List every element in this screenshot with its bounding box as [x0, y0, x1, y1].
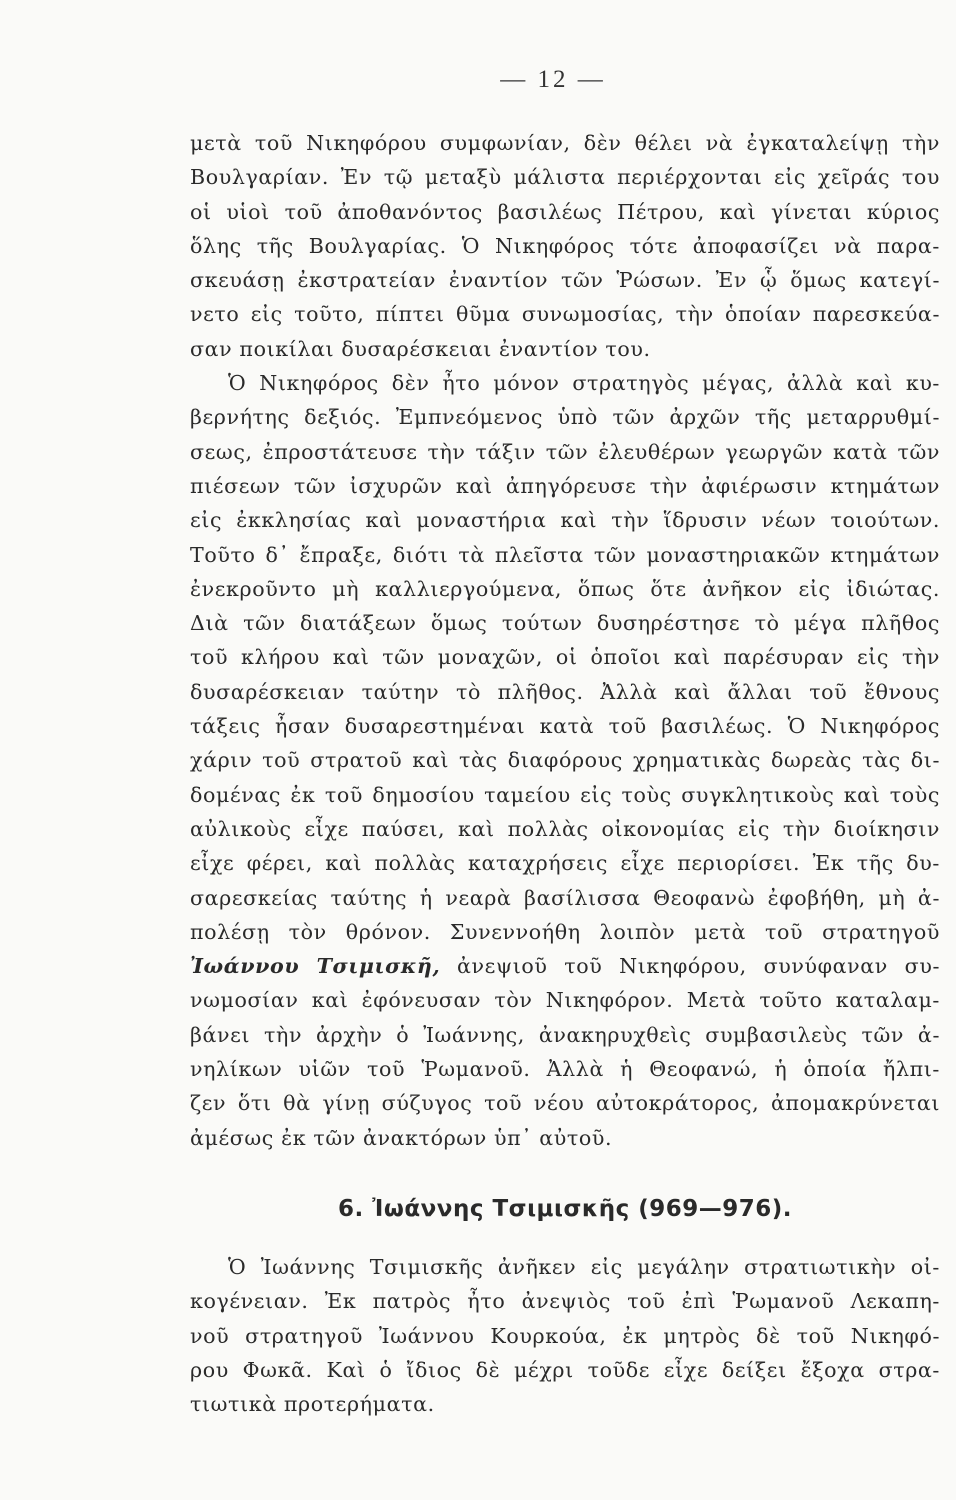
text-line: βερνήτης δεξιός. Ἐμπνεόμενος ὑπὸ τῶν ἀρχῶν τῆς μεταρρυθμί-	[190, 405, 940, 430]
text-line	[190, 949, 940, 983]
text-line: τοῦ κλήρου καὶ τῶν μοναχῶν, οἱ ὁποῖοι καὶ παρέσυραν εἰς τὴν	[190, 645, 940, 670]
text-line: μετὰ τοῦ Νικηφόρου συμφωνίαν, δὲν θέλει νὰ ἐγκαταλείψῃ τὴν	[190, 131, 940, 155]
text-line: σαν ποικίλαι δυσαρέσκειαι ἐναντίον του.	[190, 336, 651, 361]
text-line: Τοῦτο δ᾽ ἔπραξε, διότι τὰ πλεῖστα τῶν μοναστηριακῶν κτημάτων	[190, 542, 940, 567]
text-line: δομένας ἐκ τοῦ δημοσίου ταμείου εἰς τοὺς συγκλητικοὺς καὶ τοὺς	[190, 782, 940, 807]
text-line: Ὁ Νικηφόρος δὲν ἦτο μόνον στρατηγὸς μέγας, ἀλλὰ καὶ κυ-	[228, 371, 940, 396]
page-number: — 12 —	[500, 66, 606, 93]
text-line: πολέσῃ τὸν θρόνον. Συνεννοήθη λοιπὸν μετὰ τοῦ στρατηγοῦ	[190, 919, 940, 944]
text-line: χάριν τοῦ στρατοῦ καὶ τὰς διαφόρους χρηματικὰς δωρεὰς τὰς δι-	[190, 748, 940, 773]
text-line: νωμοσίαν καὶ ἐφόνευσαν τὸν Νικηφόρον. Μετὰ τοῦτο καταλαμ-	[190, 988, 940, 1013]
text-line: τιωτικὰ προτερήματα.	[190, 1392, 435, 1417]
text-line: ἀμέσως ἐκ τῶν ἀνακτόρων ὑπ᾽ αὐτοῦ.	[190, 1125, 613, 1150]
text-line: εἰς ἐκκλησίας καὶ μοναστήρια καὶ τὴν ἵδρυσιν νέων τοιούτων.	[190, 508, 940, 533]
text-line: σεως, ἐπροστάτευσε τὴν τάξιν τῶν ἐλευθέρων γεωργῶν κατὰ τῶν	[190, 439, 940, 464]
text-line: Διὰ τῶν διατάξεων ὅμως τούτων δυσηρέστησε τὸ μέγα πλῆθος	[190, 611, 940, 636]
text-line: πιέσεων τῶν ἰσχυρῶν καὶ ἀπηγόρευσε τὴν ἀφιέρωσιν κτημάτων	[190, 473, 940, 498]
text-line: κογένειαν. Ἐκ πατρὸς ἦτο ἀνεψιὸς τοῦ ἐπὶ Ῥωμανοῦ Λεκαπη-	[190, 1289, 940, 1314]
text-line: βάνει τὴν ἀρχὴν ὁ Ἰωάννης, ἀνακηρυχθεὶς συμβασιλεὺς τῶν ἀ-	[190, 1022, 940, 1047]
text-line: ἐνεκροῦντο μὴ καλλιεργούμενα, ὅπως ὅτε ἀνῆκον εἰς ἰδιώτας.	[190, 576, 940, 601]
text-line: εἶχε φέρει, καὶ πολλὰς καταχρήσεις εἶχε περιορίσει. Ἐκ τῆς δυ-	[190, 851, 940, 876]
text-line: δυσαρέσκειαν ταύτην τὸ πλῆθος. Ἀλλὰ καὶ ἄλλαι τοῦ ἔθνους	[190, 679, 940, 704]
text-line: οἱ υἱοὶ τοῦ ἀποθανόντος βασιλέως Πέτρου, καὶ γίνεται κύριος	[190, 199, 940, 224]
text-line-rest: ἀνεψιοῦ τοῦ Νικηφόρου, συνύφαναν συ-	[440, 954, 940, 979]
section-heading: 6. Ἰωάννης Τσιμισκῆς (969—976).	[337, 1196, 792, 1222]
section-text	[190, 1250, 940, 1421]
text-line: αὐλικοὺς εἶχε παύσει, καὶ πολλὰς οἰκονομίας εἰς τὴν διοίκησιν	[190, 816, 940, 841]
main-text	[190, 126, 940, 1155]
text-line: νηλίκων υἱῶν τοῦ Ῥωμανοῦ. Ἀλλὰ ἡ Θεοφανώ, ἡ ὁποία ἤλπι-	[190, 1057, 940, 1082]
text-line: Ὁ Ἰωάννης Τσιμισκῆς ἀνῆκεν εἰς μεγάλην στρατιωτικὴν οἰ-	[228, 1255, 940, 1279]
text-line: Βουλγαρίαν. Ἐν τῷ μεταξὺ μάλιστα περιέρχονται εἰς χεῖράς του	[190, 165, 940, 190]
text-line: σαρεσκείας ταύτης ἡ νεαρὰ βασίλισσα Θεοφανὼ ἐφοβήθη, μὴ ἀ-	[190, 885, 940, 910]
text-line: ζεν ὅτι θὰ γίνῃ σύζυγος τοῦ νέου αὐτοκράτορος, ἀπομακρύνεται	[190, 1091, 940, 1116]
text-line: τάξεις ἦσαν δυσαρεστημέναι κατὰ τοῦ βασιλέως. Ὁ Νικηφόρος	[190, 714, 940, 739]
text-line: ὅλης τῆς Βουλγαρίας. Ὁ Νικηφόρος τότε ἀποφασίζει νὰ παρα-	[190, 233, 940, 258]
text-line: ρου Φωκᾶ. Καὶ ὁ ἴδιος δὲ μέχρι τοῦδε εἶχε δείξει ἔξοχα στρα-	[190, 1357, 940, 1382]
text-line: νοῦ στρατηγοῦ Ἰωάννου Κουρκούα, ἐκ μητρὸς δὲ τοῦ Νικηφό-	[190, 1323, 940, 1348]
text-line: νετο εἰς τοῦτο, πίπτει θῦμα συνωμοσίας, τὴν ὁποίαν παρεσκεύα-	[190, 302, 940, 327]
emphasized-name: Ἰωάννου Τσιμισκῆ,	[190, 954, 441, 979]
text-line: σκευάσῃ ἐκστρατείαν ἐναντίον τῶν Ῥώσων. Ἐν ᾧ ὅμως κατεγί-	[190, 268, 940, 293]
